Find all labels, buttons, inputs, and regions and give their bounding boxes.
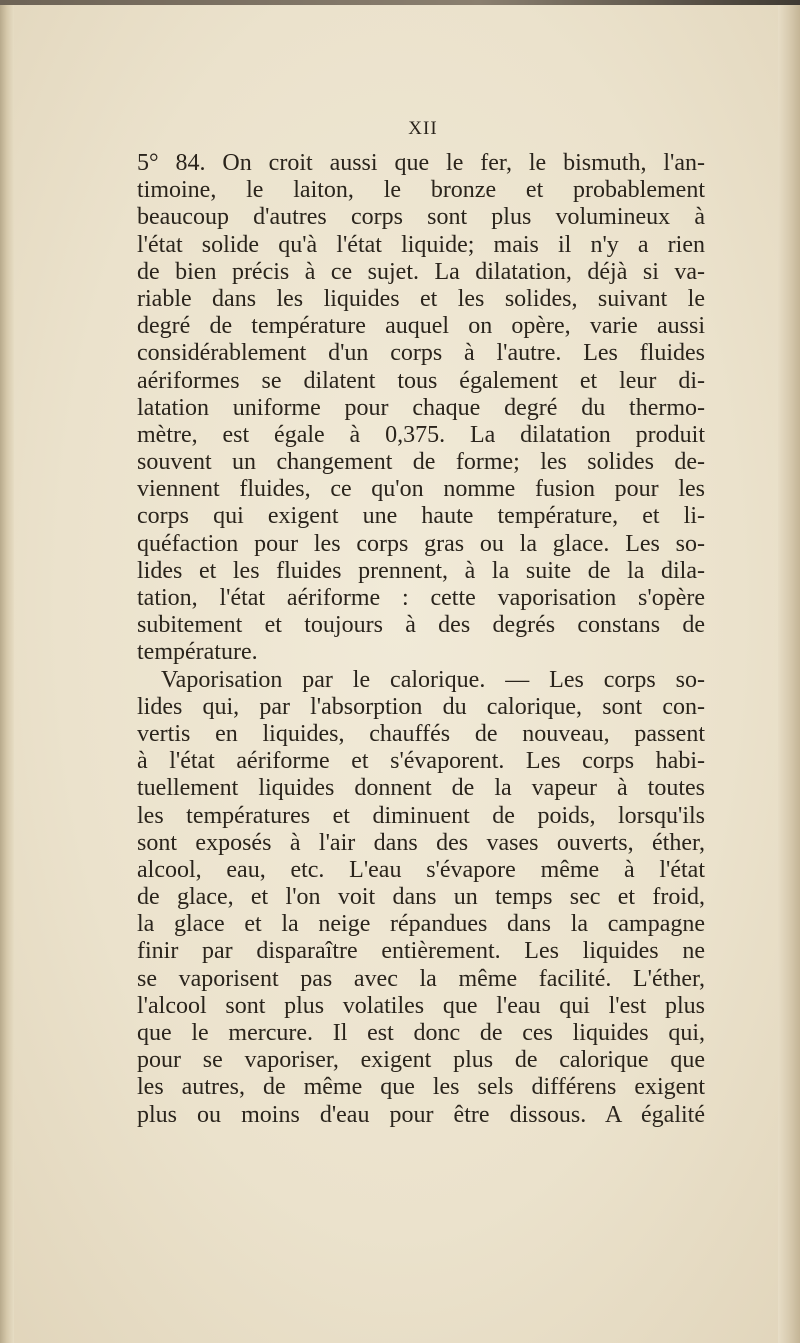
text-line: l'alcool sont plus volatiles que l'eau qui l'est plus	[137, 992, 705, 1019]
page-number: XII	[408, 118, 438, 139]
text-line: Vaporisation par le calorique. — Les corps so-	[161, 666, 705, 693]
text-line: timoine, le laiton, le bronze et probablement	[137, 177, 705, 204]
text-line: finir par disparaître entièrement. Les liquides ne	[137, 938, 705, 965]
text-line: température.	[137, 639, 258, 666]
text-line: lides et les fluides prennent, à la suite de la dila-	[137, 557, 705, 584]
text-line: se vaporisent pas avec la même facilité. L'éther,	[137, 965, 705, 992]
text-line: corps qui exigent une haute température, et li-	[137, 503, 705, 530]
text-line: quéfaction pour les corps gras ou la glace. Les so-	[137, 530, 705, 557]
page-top-edge	[0, 0, 800, 5]
text-line: riable dans les liquides et les solides, suivant le	[137, 285, 705, 312]
text-line: les températures et diminuent de poids, lorsqu'ils	[137, 802, 705, 829]
text-line: de glace, et l'on voit dans un temps sec et froid,	[137, 884, 705, 911]
text-line: les autres, de même que les sels différens exigent	[137, 1074, 705, 1101]
text-line: lides qui, par l'absorption du calorique, sont con-	[137, 693, 705, 720]
text-line: vertis en liquides, chauffés de nouveau, passent	[137, 720, 705, 747]
text-line: plus ou moins d'eau pour être dissous. A égalité	[137, 1101, 705, 1128]
page-binding-edge	[0, 0, 14, 1343]
text-line: à l'état aériforme et s'évaporent. Les corps habi-	[137, 748, 705, 775]
text-line: souvent un changement de forme; les solides de-	[137, 449, 705, 476]
text-line: subitement et toujours à des degrés constans de	[137, 612, 705, 639]
text-line: aériformes se dilatent tous également et leur di-	[137, 367, 705, 394]
text-line: considérablement d'un corps à l'autre. Les fluides	[137, 340, 705, 367]
page-fore-edge	[778, 0, 800, 1343]
text-line: l'état solide qu'à l'état liquide; mais il n'y a rien	[137, 231, 705, 258]
text-line: la glace et la neige répandues dans la campagne	[137, 911, 705, 938]
text-line: beaucoup d'autres corps sont plus volumineux à	[137, 204, 705, 231]
text-line: de bien précis à ce sujet. La dilatation, déjà si va-	[137, 258, 705, 285]
text-line: latation uniforme pour chaque degré du thermo-	[137, 394, 705, 421]
text-line: pour se vaporiser, exigent plus de calorique que	[137, 1047, 705, 1074]
text-line: degré de température auquel on opère, varie aussi	[137, 313, 705, 340]
text-line: que le mercure. Il est donc de ces liquides qui,	[137, 1020, 705, 1046]
body-text	[137, 150, 705, 1129]
text-line: 5° 84. On croit aussi que le fer, le bismuth, l'an-	[137, 150, 705, 176]
text-line: tuellement liquides donnent de la vapeur à toutes	[137, 775, 705, 802]
text-line: sont exposés à l'air dans des vases ouverts, éther,	[137, 829, 705, 856]
text-line: mètre, est égale à 0,375. La dilatation produit	[137, 421, 705, 448]
text-line: tation, l'état aériforme : cette vaporisation s'opère	[137, 585, 705, 611]
text-line: viennent fluides, ce qu'on nomme fusion pour les	[137, 476, 705, 503]
text-line: alcool, eau, etc. L'eau s'évapore même à l'état	[137, 856, 705, 883]
